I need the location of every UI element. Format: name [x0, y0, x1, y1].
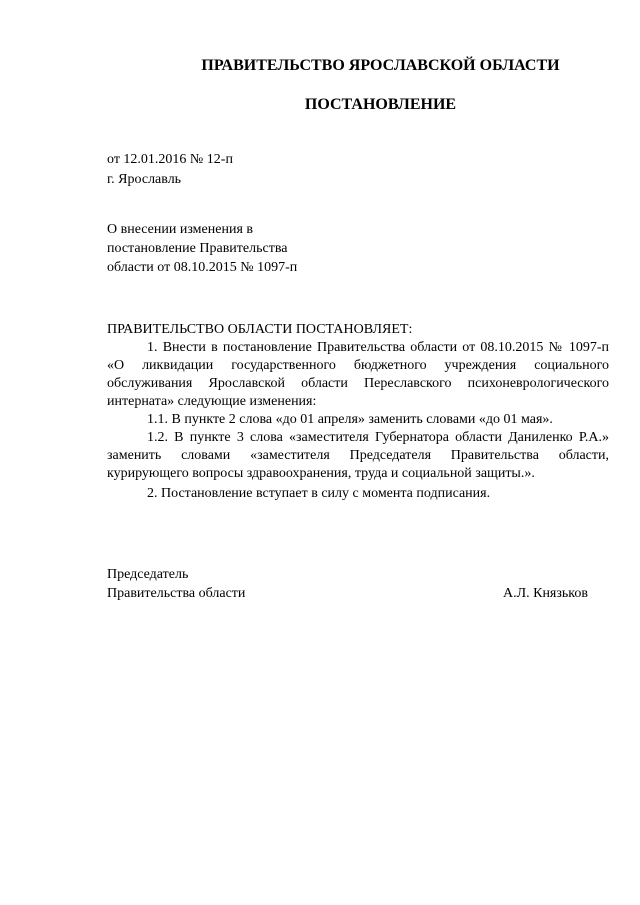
organization-title: ПРАВИТЕЛЬСТВО ЯРОСЛАВСКОЙ ОБЛАСТИ: [201, 57, 560, 74]
resolution-lead: ПРАВИТЕЛЬСТВО ОБЛАСТИ ПОСТАНОВЛЯЕТ:: [107, 322, 413, 337]
city: г. Ярославль: [107, 172, 182, 187]
paragraph-item-1-1: 1.1. В пункте 2 слова «до 01 апреля» заменить словами «до 01 мая».: [147, 412, 553, 427]
document-kind-title: ПОСТАНОВЛЕНИЕ: [304, 96, 457, 113]
document-meta: [107, 150, 407, 190]
signer-position-line-2: Правительства области: [107, 586, 246, 601]
signer-position-line-1: Председатель: [107, 567, 189, 582]
paragraph-item-2: 2. Постановление вступает в силу с момента подписания.: [147, 486, 491, 501]
subject-line: области от 08.10.2015 № 1097-п: [107, 260, 298, 275]
date-and-number: от 12.01.2016 № 12-п: [107, 152, 233, 167]
document-subject: [107, 220, 407, 277]
signer-name: А.Л. Князьков: [503, 586, 588, 601]
subject-line: постановление Правительства: [107, 241, 288, 256]
document-body: [107, 321, 609, 503]
paragraph-item-1: 1. Внести в постановление Правительства области от 08.10.2015 № 1097-п «О ликвидации государственного бюджетного учреждения социального обслуживания Ярославской области Переславского психоневрологического интерната» следующие изменения:: [107, 340, 609, 409]
subject-line: О внесении изменения в: [107, 222, 253, 237]
paragraph-item-1-2: 1.2. В пункте 3 слова «заместителя Губернатора области Даниленко Р.А.» заменить словами «заместителя Председателя Правительства области, курирующего вопросы здравоохранения, труда и социальной защиты.».: [107, 430, 609, 481]
signature-row: [107, 584, 588, 603]
signature-block: [107, 565, 588, 603]
